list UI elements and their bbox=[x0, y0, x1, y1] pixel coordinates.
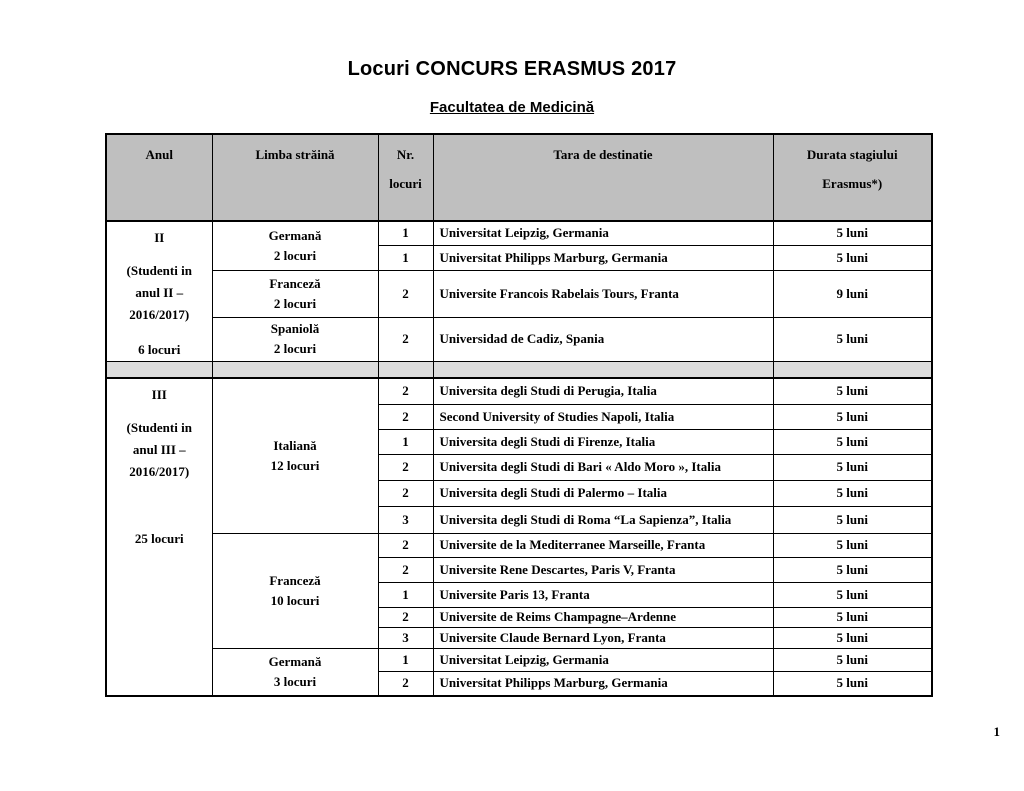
page-subtitle: Facultatea de Medicină bbox=[429, 99, 595, 116]
language-cell-french bbox=[212, 270, 378, 317]
nr-locuri-cell: 2 bbox=[378, 607, 433, 627]
header-cell-limba-straina bbox=[212, 134, 378, 221]
destination-cell: Universite Rene Descartes, Paris V, Franta bbox=[433, 557, 773, 582]
destination-cell: Universite de la Mediterranee Marseille, Franta bbox=[433, 533, 773, 557]
destination-cell: Universita degli Studi di Roma “La Sapienza”, Italia bbox=[433, 506, 773, 533]
nr-locuri-cell: 3 bbox=[378, 506, 433, 533]
duration-cell: 5 luni bbox=[773, 454, 932, 480]
year-total-places: 25 locuri bbox=[134, 531, 184, 546]
year-total-places: 6 locuri bbox=[138, 342, 181, 357]
separator-cell bbox=[106, 362, 212, 379]
language-places: 2 locuri bbox=[273, 341, 317, 357]
destination-cell: Universite Claude Bernard Lyon, Franta bbox=[433, 627, 773, 648]
table-row bbox=[106, 378, 932, 404]
page-title: Locuri CONCURS ERASMUS 2017 bbox=[347, 58, 677, 80]
year-note-line: 2016/2017) bbox=[129, 307, 190, 322]
language-name: Franceză bbox=[269, 275, 321, 291]
language-places: 2 locuri bbox=[273, 247, 317, 263]
language-cell-italian bbox=[212, 378, 378, 533]
destination-cell: Universite de Reims Champagne–Ardenne bbox=[433, 607, 773, 627]
duration-cell: 5 luni bbox=[773, 607, 932, 627]
language-name: Germană bbox=[268, 653, 322, 669]
destination-cell: Universite Paris 13, Franta bbox=[433, 582, 773, 607]
duration-cell: 5 luni bbox=[773, 245, 932, 270]
destination-cell: Second University of Studies Napoli, Italia bbox=[433, 404, 773, 429]
duration-cell: 5 luni bbox=[773, 506, 932, 533]
duration-cell: 5 luni bbox=[773, 317, 932, 361]
separator-cell bbox=[378, 362, 433, 379]
duration-cell: 5 luni bbox=[773, 533, 932, 557]
year-note bbox=[107, 260, 212, 326]
table-header-row bbox=[106, 134, 932, 221]
nr-locuri-cell: 2 bbox=[378, 378, 433, 404]
destination-cell: Universitat Philipps Marburg, Germania bbox=[433, 671, 773, 696]
duration-cell: 5 luni bbox=[773, 404, 932, 429]
table-row bbox=[106, 648, 932, 671]
duration-cell: 5 luni bbox=[773, 648, 932, 671]
destination-cell: Universitat Leipzig, Germania bbox=[433, 221, 773, 245]
year-iii-cell bbox=[106, 378, 212, 696]
duration-cell: 5 luni bbox=[773, 221, 932, 245]
language-name: Franceză bbox=[269, 572, 321, 588]
language-cell-spanish bbox=[212, 317, 378, 361]
year-note-line: (Studenti in bbox=[126, 420, 192, 435]
table-row bbox=[106, 270, 932, 317]
header-cell-nr-locuri bbox=[378, 134, 433, 221]
header-label-line1: Durata stagiului bbox=[806, 147, 898, 162]
header-label-line1: Nr. bbox=[396, 147, 415, 162]
separator-row bbox=[106, 362, 932, 379]
destination-cell: Universitat Leipzig, Germania bbox=[433, 648, 773, 671]
language-cell-french bbox=[212, 533, 378, 648]
year-note-line: 2016/2017) bbox=[129, 464, 190, 479]
nr-locuri-cell: 3 bbox=[378, 627, 433, 648]
duration-cell: 5 luni bbox=[773, 378, 932, 404]
year-note-line: anul III – bbox=[132, 442, 186, 457]
separator-cell bbox=[773, 362, 932, 379]
header-label-line2: Erasmus*) bbox=[822, 176, 883, 191]
nr-locuri-cell: 2 bbox=[378, 404, 433, 429]
year-label: III bbox=[151, 387, 167, 402]
separator-cell bbox=[433, 362, 773, 379]
nr-locuri-cell: 2 bbox=[378, 454, 433, 480]
nr-locuri-cell: 2 bbox=[378, 317, 433, 361]
year-note bbox=[107, 417, 212, 483]
language-name: Germană bbox=[268, 227, 322, 243]
language-name: Italiană bbox=[273, 437, 317, 453]
nr-locuri-cell: 1 bbox=[378, 245, 433, 270]
table-row bbox=[106, 533, 932, 557]
duration-cell: 5 luni bbox=[773, 671, 932, 696]
year-ii-cell bbox=[106, 221, 212, 362]
page-number: 1 bbox=[993, 724, 1000, 739]
duration-cell: 5 luni bbox=[773, 627, 932, 648]
nr-locuri-cell: 1 bbox=[378, 648, 433, 671]
header-label: Limba străină bbox=[255, 147, 335, 162]
language-cell-german bbox=[212, 221, 378, 270]
language-places: 10 locuri bbox=[270, 592, 320, 608]
destination-cell: Universita degli Studi di Bari « Aldo Moro », Italia bbox=[433, 454, 773, 480]
header-cell-anul bbox=[106, 134, 212, 221]
duration-cell: 9 luni bbox=[773, 270, 932, 317]
table-row bbox=[106, 317, 932, 361]
year-note-line: (Studenti in bbox=[126, 263, 192, 278]
header-label: Anul bbox=[145, 147, 173, 162]
erasmus-places-table bbox=[105, 133, 933, 697]
duration-cell: 5 luni bbox=[773, 582, 932, 607]
destination-cell: Universita degli Studi di Firenze, Italia bbox=[433, 429, 773, 454]
destination-cell: Universita degli Studi di Perugia, Italia bbox=[433, 378, 773, 404]
destination-cell: Universita degli Studi di Palermo – Italia bbox=[433, 480, 773, 506]
duration-cell: 5 luni bbox=[773, 557, 932, 582]
language-cell-german bbox=[212, 648, 378, 696]
nr-locuri-cell: 1 bbox=[378, 221, 433, 245]
nr-locuri-cell: 1 bbox=[378, 429, 433, 454]
year-label: II bbox=[154, 230, 165, 245]
nr-locuri-cell: 2 bbox=[378, 557, 433, 582]
header-label: Tara de destinatie bbox=[553, 147, 653, 162]
language-places: 12 locuri bbox=[270, 457, 320, 473]
separator-cell bbox=[212, 362, 378, 379]
duration-cell: 5 luni bbox=[773, 429, 932, 454]
header-label-line2: locuri bbox=[389, 176, 422, 191]
table-row bbox=[106, 221, 932, 245]
language-places: 2 locuri bbox=[273, 295, 317, 311]
destination-cell: Universite Francois Rabelais Tours, Franta bbox=[433, 270, 773, 317]
destination-cell: Universitat Philipps Marburg, Germania bbox=[433, 245, 773, 270]
language-name: Spaniolă bbox=[270, 321, 320, 337]
nr-locuri-cell: 1 bbox=[378, 582, 433, 607]
nr-locuri-cell: 2 bbox=[378, 480, 433, 506]
nr-locuri-cell: 2 bbox=[378, 270, 433, 317]
header-cell-tara-destinatie bbox=[433, 134, 773, 221]
destination-cell: Universidad de Cadiz, Spania bbox=[433, 317, 773, 361]
year-note-line: anul II – bbox=[135, 285, 184, 300]
nr-locuri-cell: 2 bbox=[378, 671, 433, 696]
duration-cell: 5 luni bbox=[773, 480, 932, 506]
language-places: 3 locuri bbox=[273, 673, 317, 689]
header-cell-durata-stagiului bbox=[773, 134, 932, 221]
nr-locuri-cell: 2 bbox=[378, 533, 433, 557]
